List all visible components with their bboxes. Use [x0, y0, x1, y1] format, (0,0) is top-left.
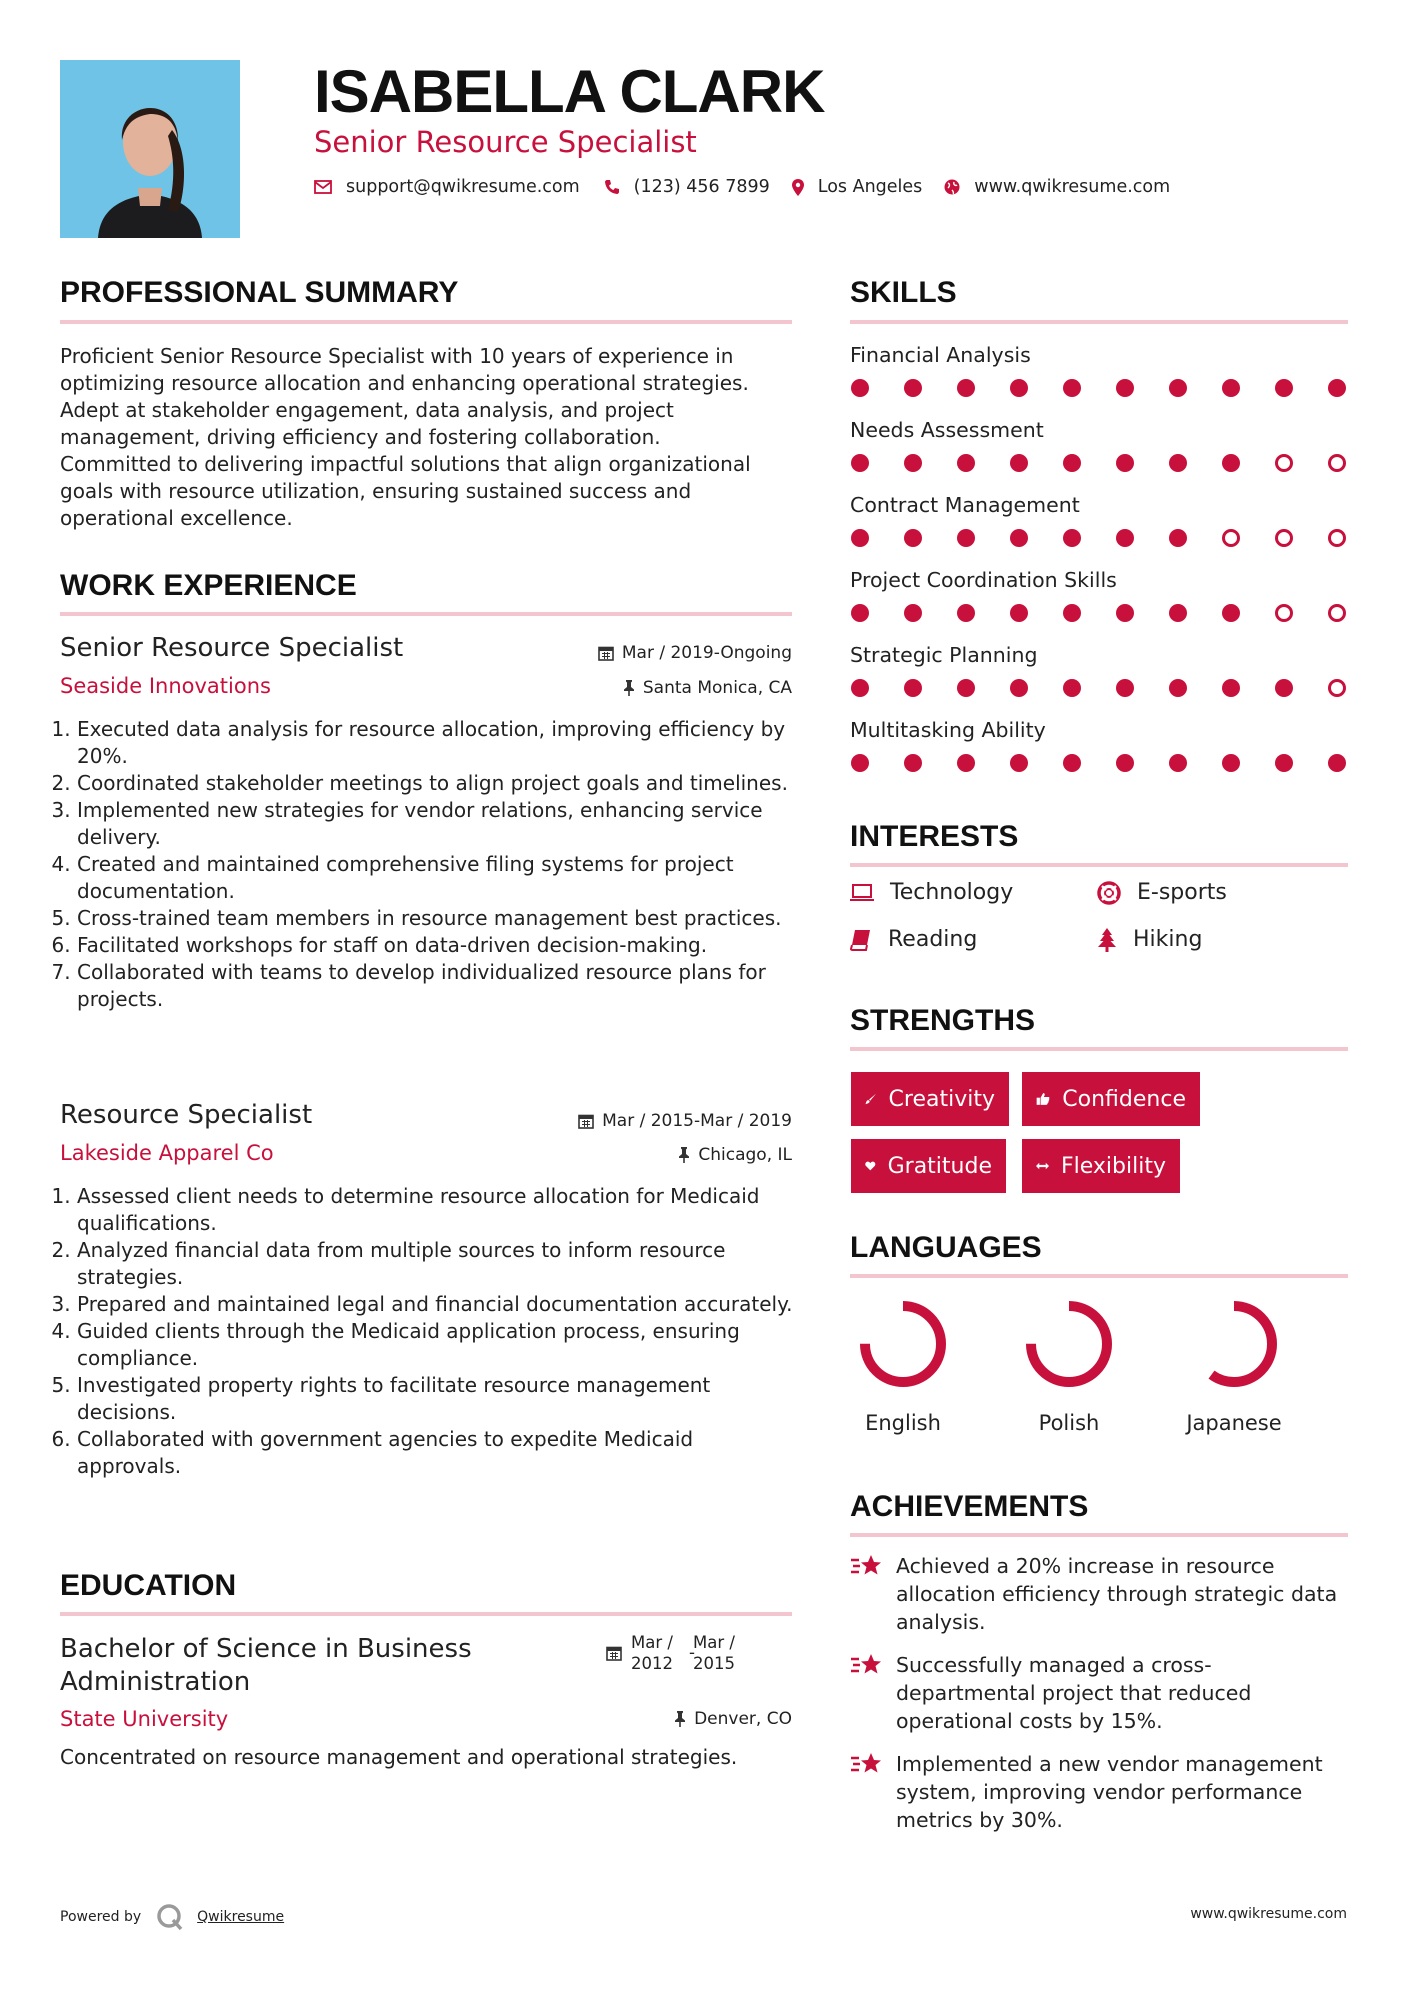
achievement-text	[896, 1750, 1323, 1834]
achievement-line: operational costs by 15%.	[896, 1709, 1163, 1733]
calendar-icon	[578, 1113, 594, 1129]
website-text: www.qwikresume.com	[974, 177, 1171, 197]
skill-dot-filled	[1010, 604, 1028, 622]
skill-dot-filled	[957, 679, 975, 697]
strength-label: Flexibility	[1061, 1153, 1166, 1179]
skill-dot-filled	[1063, 454, 1081, 472]
skill-dot-filled	[1063, 604, 1081, 622]
job-company: Lakeside Apparel Co	[60, 1141, 274, 1165]
skill-dot-filled	[1063, 529, 1081, 547]
thumbs-up-icon	[1036, 1089, 1050, 1109]
achievements-heading: ACHIEVEMENTS	[850, 1490, 1089, 1523]
contact-phone[interactable]	[604, 177, 770, 197]
skill-dot-empty	[1275, 529, 1293, 547]
strength-label: Confidence	[1062, 1086, 1186, 1112]
achievement-line: analysis.	[896, 1610, 986, 1634]
contact-website[interactable]	[944, 177, 1170, 197]
skill-dot-filled	[957, 379, 975, 397]
list-item: 2. Coordinated stakeholder meetings to align project goals and timelines.	[77, 770, 798, 797]
interests-heading: INTERESTS	[850, 820, 1019, 853]
date-start	[631, 1632, 673, 1674]
skills-heading: SKILLS	[850, 276, 957, 309]
date-end	[693, 1632, 735, 1674]
summary-heading: PROFESSIONAL SUMMARY	[60, 276, 459, 309]
list-item: 5. Cross-trained team members in resource management best practices.	[77, 905, 798, 932]
skill-dot-filled	[1328, 754, 1346, 772]
shooting-star-icon	[850, 1653, 882, 1677]
globe-icon	[944, 179, 960, 195]
skill-dot-filled	[851, 604, 869, 622]
powered-by-label: Powered by	[60, 1909, 142, 1925]
achievement-line: allocation efficiency through strategic data	[896, 1582, 1338, 1606]
skill-dot-filled	[1275, 679, 1293, 697]
interests-divider	[850, 863, 1348, 867]
education-description: Concentrated on resource management and operational strategies.	[60, 1745, 738, 1769]
skill-dot-filled	[851, 679, 869, 697]
skill-dot-empty	[1328, 679, 1346, 697]
footer-site[interactable]: www.qwikresume.com	[1190, 1906, 1347, 1922]
skill-dot-empty	[1328, 454, 1346, 472]
job-bullets	[58, 1183, 798, 1480]
interest-label: Reading	[888, 927, 978, 952]
profile-photo	[60, 60, 240, 238]
achievement-line: Implemented a new vendor management	[896, 1752, 1323, 1776]
skill-dot-filled	[1169, 454, 1187, 472]
footer-powered	[60, 1902, 284, 1932]
languages-divider	[850, 1274, 1348, 1278]
interest-label: Technology	[890, 880, 1014, 905]
summary-line: goals with resource utilization, ensuring sustained success and	[60, 479, 692, 503]
skill-dot-filled	[1116, 454, 1134, 472]
interest-label: E-sports	[1137, 880, 1227, 905]
skill-dot-filled	[957, 529, 975, 547]
skill-dot-filled	[1222, 679, 1240, 697]
contact-location	[792, 177, 923, 197]
skill-dot-filled	[1063, 679, 1081, 697]
skill-dot-empty	[1275, 604, 1293, 622]
list-item: 2. Analyzed financial data from multiple sources to inform resource strategies.	[77, 1237, 798, 1291]
tree-icon	[1097, 928, 1117, 952]
education-location-text: Denver, CO	[694, 1709, 792, 1729]
book-icon	[850, 929, 872, 951]
date-start-month: Mar /	[631, 1633, 673, 1652]
interest-hiking	[1097, 927, 1202, 952]
education-dates	[606, 1632, 735, 1674]
shooting-star-icon	[850, 1752, 882, 1776]
skill-dot-filled	[904, 529, 922, 547]
list-item: 4. Created and maintained comprehensive filing systems for project documentation.	[77, 851, 798, 905]
skill-dot-filled	[1063, 379, 1081, 397]
skill-dot-filled	[1169, 379, 1187, 397]
pushpin-icon	[678, 1147, 690, 1163]
skill-dot-filled	[957, 604, 975, 622]
skill-dot-filled	[1275, 754, 1293, 772]
language-ring	[855, 1296, 951, 1392]
list-item: 7. Collaborated with teams to develop individualized resource plans for projects.	[77, 959, 798, 1013]
skill-dot-filled	[1222, 379, 1240, 397]
summary-divider	[60, 320, 792, 324]
skill-dot-filled	[904, 454, 922, 472]
achievement-text	[896, 1552, 1337, 1636]
summary-line: Adept at stakeholder engagement, data analysis, and project	[60, 398, 674, 422]
heart-icon	[865, 1156, 876, 1176]
education-heading: EDUCATION	[60, 1569, 237, 1602]
summary-line: Committed to delivering impactful solutions that align organizational	[60, 452, 751, 476]
skill-dot-empty	[1328, 529, 1346, 547]
skill-name: Project Coordination Skills	[850, 568, 1117, 592]
job-bullets	[58, 716, 798, 1013]
degree-line: Administration	[60, 1667, 251, 1697]
skill-dot-filled	[957, 454, 975, 472]
job-location	[678, 1145, 792, 1165]
skill-dot-filled	[1010, 679, 1028, 697]
skill-dot-filled	[1010, 454, 1028, 472]
skill-dot-filled	[904, 379, 922, 397]
language-ring	[1186, 1296, 1282, 1392]
summary-line: management, driving efficiency and fostering collaboration.	[60, 425, 661, 449]
language-name: Japanese	[1186, 1411, 1282, 1435]
job-location	[623, 678, 792, 698]
language-ring-arc	[1196, 1306, 1272, 1382]
skill-name: Strategic Planning	[850, 643, 1038, 667]
job-date-text: Mar / 2019-Ongoing	[621, 643, 792, 663]
achievement-line: system, improving vendor performance	[896, 1780, 1303, 1804]
language-ring-arc	[1031, 1306, 1107, 1382]
map-pin-icon	[792, 179, 804, 196]
strength-label: Creativity	[888, 1086, 995, 1112]
degree-line: Bachelor of Science in Business	[60, 1634, 472, 1664]
skill-dot-filled	[851, 379, 869, 397]
skills-divider	[850, 320, 1348, 324]
date-end-month: Mar /	[692, 1633, 735, 1652]
qwikresume-logo-icon	[155, 1902, 185, 1932]
job-role: Senior Resource Specialist	[60, 633, 404, 663]
skill-dot-filled	[1222, 454, 1240, 472]
calendar-icon	[598, 645, 614, 661]
list-item: 4. Guided clients through the Medicaid application process, ensuring compliance.	[77, 1318, 798, 1372]
skill-dot-filled	[1169, 754, 1187, 772]
strengths-heading: STRENGTHS	[850, 1004, 1036, 1037]
skill-dot-filled	[1116, 529, 1134, 547]
list-item: 3. Prepared and maintained legal and financial documentation accurately.	[77, 1291, 798, 1318]
skill-dot-filled	[1222, 754, 1240, 772]
skill-dot-filled	[1328, 379, 1346, 397]
job-location-text: Chicago, IL	[698, 1145, 792, 1165]
list-item: 1. Assessed client needs to determine resource allocation for Medicaid qualifications.	[77, 1183, 798, 1237]
work-divider	[60, 612, 792, 616]
job-role: Resource Specialist	[60, 1100, 313, 1130]
education-location	[674, 1709, 792, 1729]
contact-bar	[314, 177, 1170, 197]
skill-dot-filled	[904, 754, 922, 772]
pushpin-icon	[623, 680, 635, 696]
interest-reading	[850, 927, 977, 952]
email-text: support@qwikresume.com	[346, 177, 580, 197]
list-item: 3. Implemented new strategies for vendor relations, enhancing service delivery.	[77, 797, 798, 851]
achievement-item	[850, 1750, 1360, 1834]
strengths-divider	[850, 1047, 1348, 1051]
phone-text: (123) 456 7899	[633, 177, 770, 197]
date-end-year: 2015	[692, 1654, 735, 1673]
pushpin-icon	[674, 1711, 686, 1727]
skill-dot-filled	[851, 454, 869, 472]
interest-label: Hiking	[1133, 927, 1203, 952]
skill-dot-filled	[1063, 754, 1081, 772]
language-ring	[1021, 1296, 1117, 1392]
summary-text	[60, 343, 800, 532]
skill-dot-empty	[1275, 454, 1293, 472]
skill-dot-filled	[851, 529, 869, 547]
skill-name: Multitasking Ability	[850, 718, 1046, 742]
location-text: Los Angeles	[817, 177, 923, 197]
list-item: 6. Facilitated workshops for staff on data-driven decision-making.	[77, 932, 798, 959]
language-name: English	[865, 1411, 941, 1435]
laptop-icon	[850, 884, 874, 902]
achievement-item	[850, 1651, 1360, 1735]
skill-dot-filled	[1010, 754, 1028, 772]
skill-dot-filled	[1169, 679, 1187, 697]
life-ring-icon	[1097, 881, 1121, 905]
list-item: 1. Executed data analysis for resource allocation, improving efficiency by 20%.	[77, 716, 798, 770]
summary-line: Proficient Senior Resource Specialist with 10 years of experience in	[60, 344, 734, 368]
school-name: State University	[60, 1707, 229, 1731]
languages-heading: LANGUAGES	[850, 1231, 1042, 1264]
skill-dot-filled	[1275, 379, 1293, 397]
phone-icon	[604, 179, 620, 195]
language-ring-arc	[865, 1306, 941, 1382]
strength-chip-confidence	[1022, 1072, 1200, 1126]
summary-line: optimizing resource allocation and enhancing operational strategies.	[60, 371, 749, 395]
shooting-star-icon	[850, 1554, 882, 1578]
achievements-divider	[850, 1533, 1348, 1537]
skill-dot-filled	[1169, 529, 1187, 547]
candidate-title: Senior Resource Specialist	[314, 125, 697, 159]
skill-name: Financial Analysis	[850, 343, 1031, 367]
date-separator: -	[689, 1643, 695, 1662]
achievement-item	[850, 1552, 1360, 1636]
skill-dot-filled	[1116, 679, 1134, 697]
qwikresume-link[interactable]: Qwikresume	[197, 1909, 285, 1925]
achievement-line: departmental project that reduced	[896, 1681, 1252, 1705]
job-date	[598, 643, 792, 663]
contact-email[interactable]	[314, 177, 580, 197]
strength-chip-flexibility	[1022, 1139, 1180, 1193]
achievement-line: Achieved a 20% increase in resource	[896, 1554, 1275, 1578]
strength-chip-creativity	[851, 1072, 1009, 1126]
skill-dot-filled	[957, 754, 975, 772]
skill-name: Needs Assessment	[850, 418, 1044, 442]
skill-dot-filled	[1010, 529, 1028, 547]
strength-label: Gratitude	[887, 1153, 992, 1179]
paintbrush-icon	[865, 1089, 877, 1109]
list-item: 5. Investigated property rights to facilitate resource management decisions.	[77, 1372, 798, 1426]
strength-chip-gratitude	[851, 1139, 1006, 1193]
list-item: 6. Collaborated with government agencies to expedite Medicaid approvals.	[77, 1426, 798, 1480]
job-date-text: Mar / 2015-Mar / 2019	[602, 1111, 792, 1131]
skill-dot-empty	[1222, 529, 1240, 547]
avatar	[60, 60, 240, 238]
job-location-text: Santa Monica, CA	[642, 678, 792, 698]
skill-dot-filled	[904, 604, 922, 622]
skill-dot-filled	[1169, 604, 1187, 622]
skill-dot-filled	[1010, 379, 1028, 397]
date-start-year: 2012	[631, 1654, 673, 1673]
skill-dot-filled	[1222, 604, 1240, 622]
interest-esports	[1097, 880, 1227, 905]
achievement-line: metrics by 30%.	[896, 1808, 1063, 1832]
work-heading: WORK EXPERIENCE	[60, 569, 357, 602]
job-date	[578, 1111, 792, 1131]
degree-title	[60, 1633, 472, 1699]
skill-dot-filled	[1116, 604, 1134, 622]
candidate-name: ISABELLA CLARK	[314, 58, 825, 125]
skill-dot-empty	[1328, 604, 1346, 622]
education-divider	[60, 1612, 792, 1616]
skill-name: Contract Management	[850, 493, 1080, 517]
interest-technology	[850, 880, 1013, 905]
skill-dot-filled	[1116, 754, 1134, 772]
job-company: Seaside Innovations	[60, 674, 271, 698]
arrows-horizontal-icon	[1036, 1159, 1049, 1173]
skill-dot-filled	[904, 679, 922, 697]
skill-dot-filled	[851, 754, 869, 772]
calendar-icon	[606, 1645, 622, 1661]
achievement-line: Successfully managed a cross-	[896, 1653, 1212, 1677]
envelope-icon	[314, 180, 332, 194]
skill-dot-filled	[1116, 379, 1134, 397]
summary-line: operational excellence.	[60, 506, 293, 530]
language-name: Polish	[1038, 1411, 1100, 1435]
achievement-text	[896, 1651, 1251, 1735]
